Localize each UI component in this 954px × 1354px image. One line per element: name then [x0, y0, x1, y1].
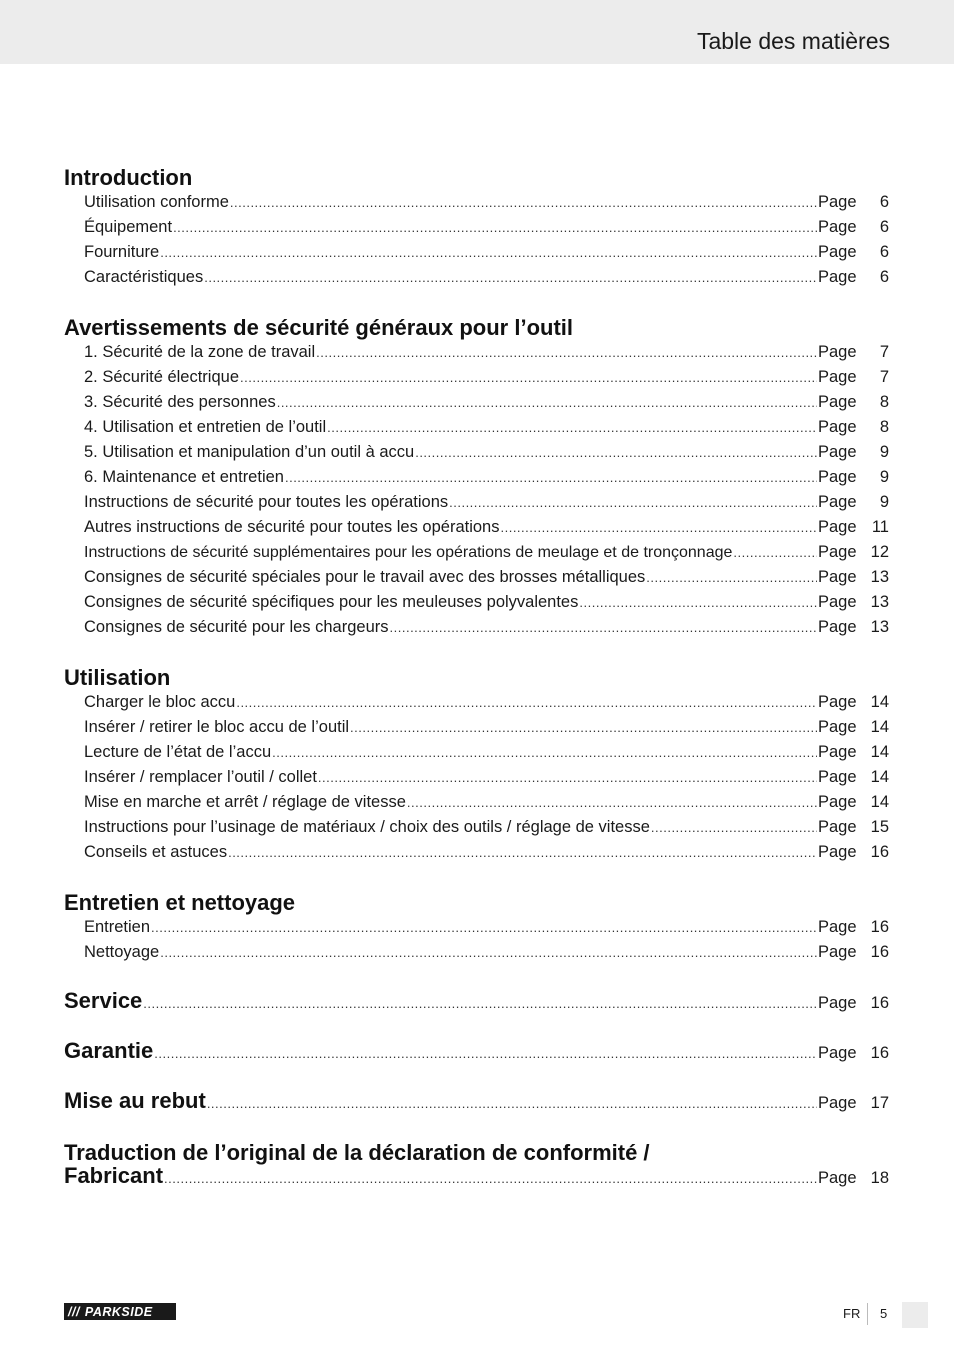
- toc-entry[interactable]: Équipement ..... Page 6: [84, 218, 889, 243]
- toc-entry[interactable]: Insérer / remplacer l’outil / collet ..... Page 14: [84, 768, 889, 793]
- page-title: Table des matières: [696, 28, 890, 54]
- toc-entry-fabricant[interactable]: Fabricant ..... Page 18: [64, 1163, 889, 1195]
- toc-entry[interactable]: Insérer / retirer le bloc accu de l’outil ..... Page 14: [84, 718, 889, 743]
- toc-entry[interactable]: Consignes de sécurité spéciales pour le travail avec des brosses métalliques ..... Page 13: [84, 568, 889, 593]
- toc-entry[interactable]: Autres instructions de sécurité pour toutes les opérations ..... Page 11: [84, 518, 889, 543]
- header-bar: [0, 0, 954, 64]
- toc-entry[interactable]: Entretien ..... Page 16: [84, 918, 889, 943]
- toc-entry[interactable]: Instructions pour l’usinage de matériaux / choix des outils / réglage de vitesse ..... Page 15: [84, 818, 889, 843]
- language-code: FR: [843, 1306, 861, 1321]
- toc-entry[interactable]: Caractéristiques ..... Page 6: [84, 268, 889, 293]
- toc-entry[interactable]: 5. Utilisation et manipulation d’un outil à accu ..... Page 9: [84, 443, 889, 468]
- toc-entry[interactable]: Instructions de sécurité pour toutes les opérations ..... Page 9: [84, 493, 889, 518]
- toc-entry[interactable]: Nettoyage ..... Page 16: [84, 943, 889, 968]
- toc-entry[interactable]: 6. Maintenance et entretien ..... Page 9: [84, 468, 889, 493]
- section-title-maintenance: Entretien et nettoyage: [64, 890, 296, 915]
- toc-entry[interactable]: 2. Sécurité électrique ..... Page 7: [84, 368, 889, 393]
- toc-entry[interactable]: 3. Sécurité des personnes ..... Page 8: [84, 393, 889, 418]
- page-corner-box: [902, 1302, 928, 1328]
- toc-entry[interactable]: Utilisation conforme ..... Page 6: [84, 193, 889, 218]
- toc-entry[interactable]: Lecture de l’état de l’accu ..... Page 14: [84, 743, 889, 768]
- section-title-usage: Utilisation: [64, 665, 171, 690]
- toc-entry-service[interactable]: Service ..... Page 16: [64, 988, 889, 1020]
- section-title-safety: Avertissements de sécurité généraux pour l’outil: [64, 315, 574, 340]
- footer-divider: [867, 1303, 868, 1325]
- toc-entry[interactable]: Charger le bloc accu ..... Page 14: [84, 693, 889, 718]
- page-number: 5: [880, 1306, 888, 1321]
- toc-entry[interactable]: 4. Utilisation et entretien de l’outil ..... Page 8: [84, 418, 889, 443]
- toc-entry[interactable]: Consignes de sécurité spécifiques pour les meuleuses polyvalentes ..... Page 13: [84, 593, 889, 618]
- toc-entry[interactable]: Mise en marche et arrêt / réglage de vitesse ..... Page 14: [84, 793, 889, 818]
- section-title-declaration: Traduction de l’original de la déclaration de conformité /: [64, 1140, 650, 1165]
- toc-entry[interactable]: Consignes de sécurité pour les chargeurs ..... Page 13: [84, 618, 889, 643]
- logo-brand: PARKSIDE: [84, 1304, 153, 1319]
- toc-entry-garantie[interactable]: Garantie ..... Page 16: [64, 1038, 889, 1070]
- toc-entry-mise-au-rebut[interactable]: Mise au rebut ..... Page 17: [64, 1088, 889, 1120]
- toc-entry[interactable]: Conseils et astuces ..... Page 16: [84, 843, 889, 868]
- logo-slashes: ///: [68, 1304, 80, 1319]
- toc-entry[interactable]: Fourniture ..... Page 6: [84, 243, 889, 268]
- parkside-logo: [64, 1303, 176, 1320]
- toc-entry[interactable]: Instructions de sécurité supplémentaires pour les opérations de meulage et de tronçonnage ..... Page 12: [84, 543, 889, 568]
- toc-entry[interactable]: 1. Sécurité de la zone de travail ..... Page 7: [84, 343, 889, 368]
- section-title-introduction: Introduction: [64, 165, 193, 190]
